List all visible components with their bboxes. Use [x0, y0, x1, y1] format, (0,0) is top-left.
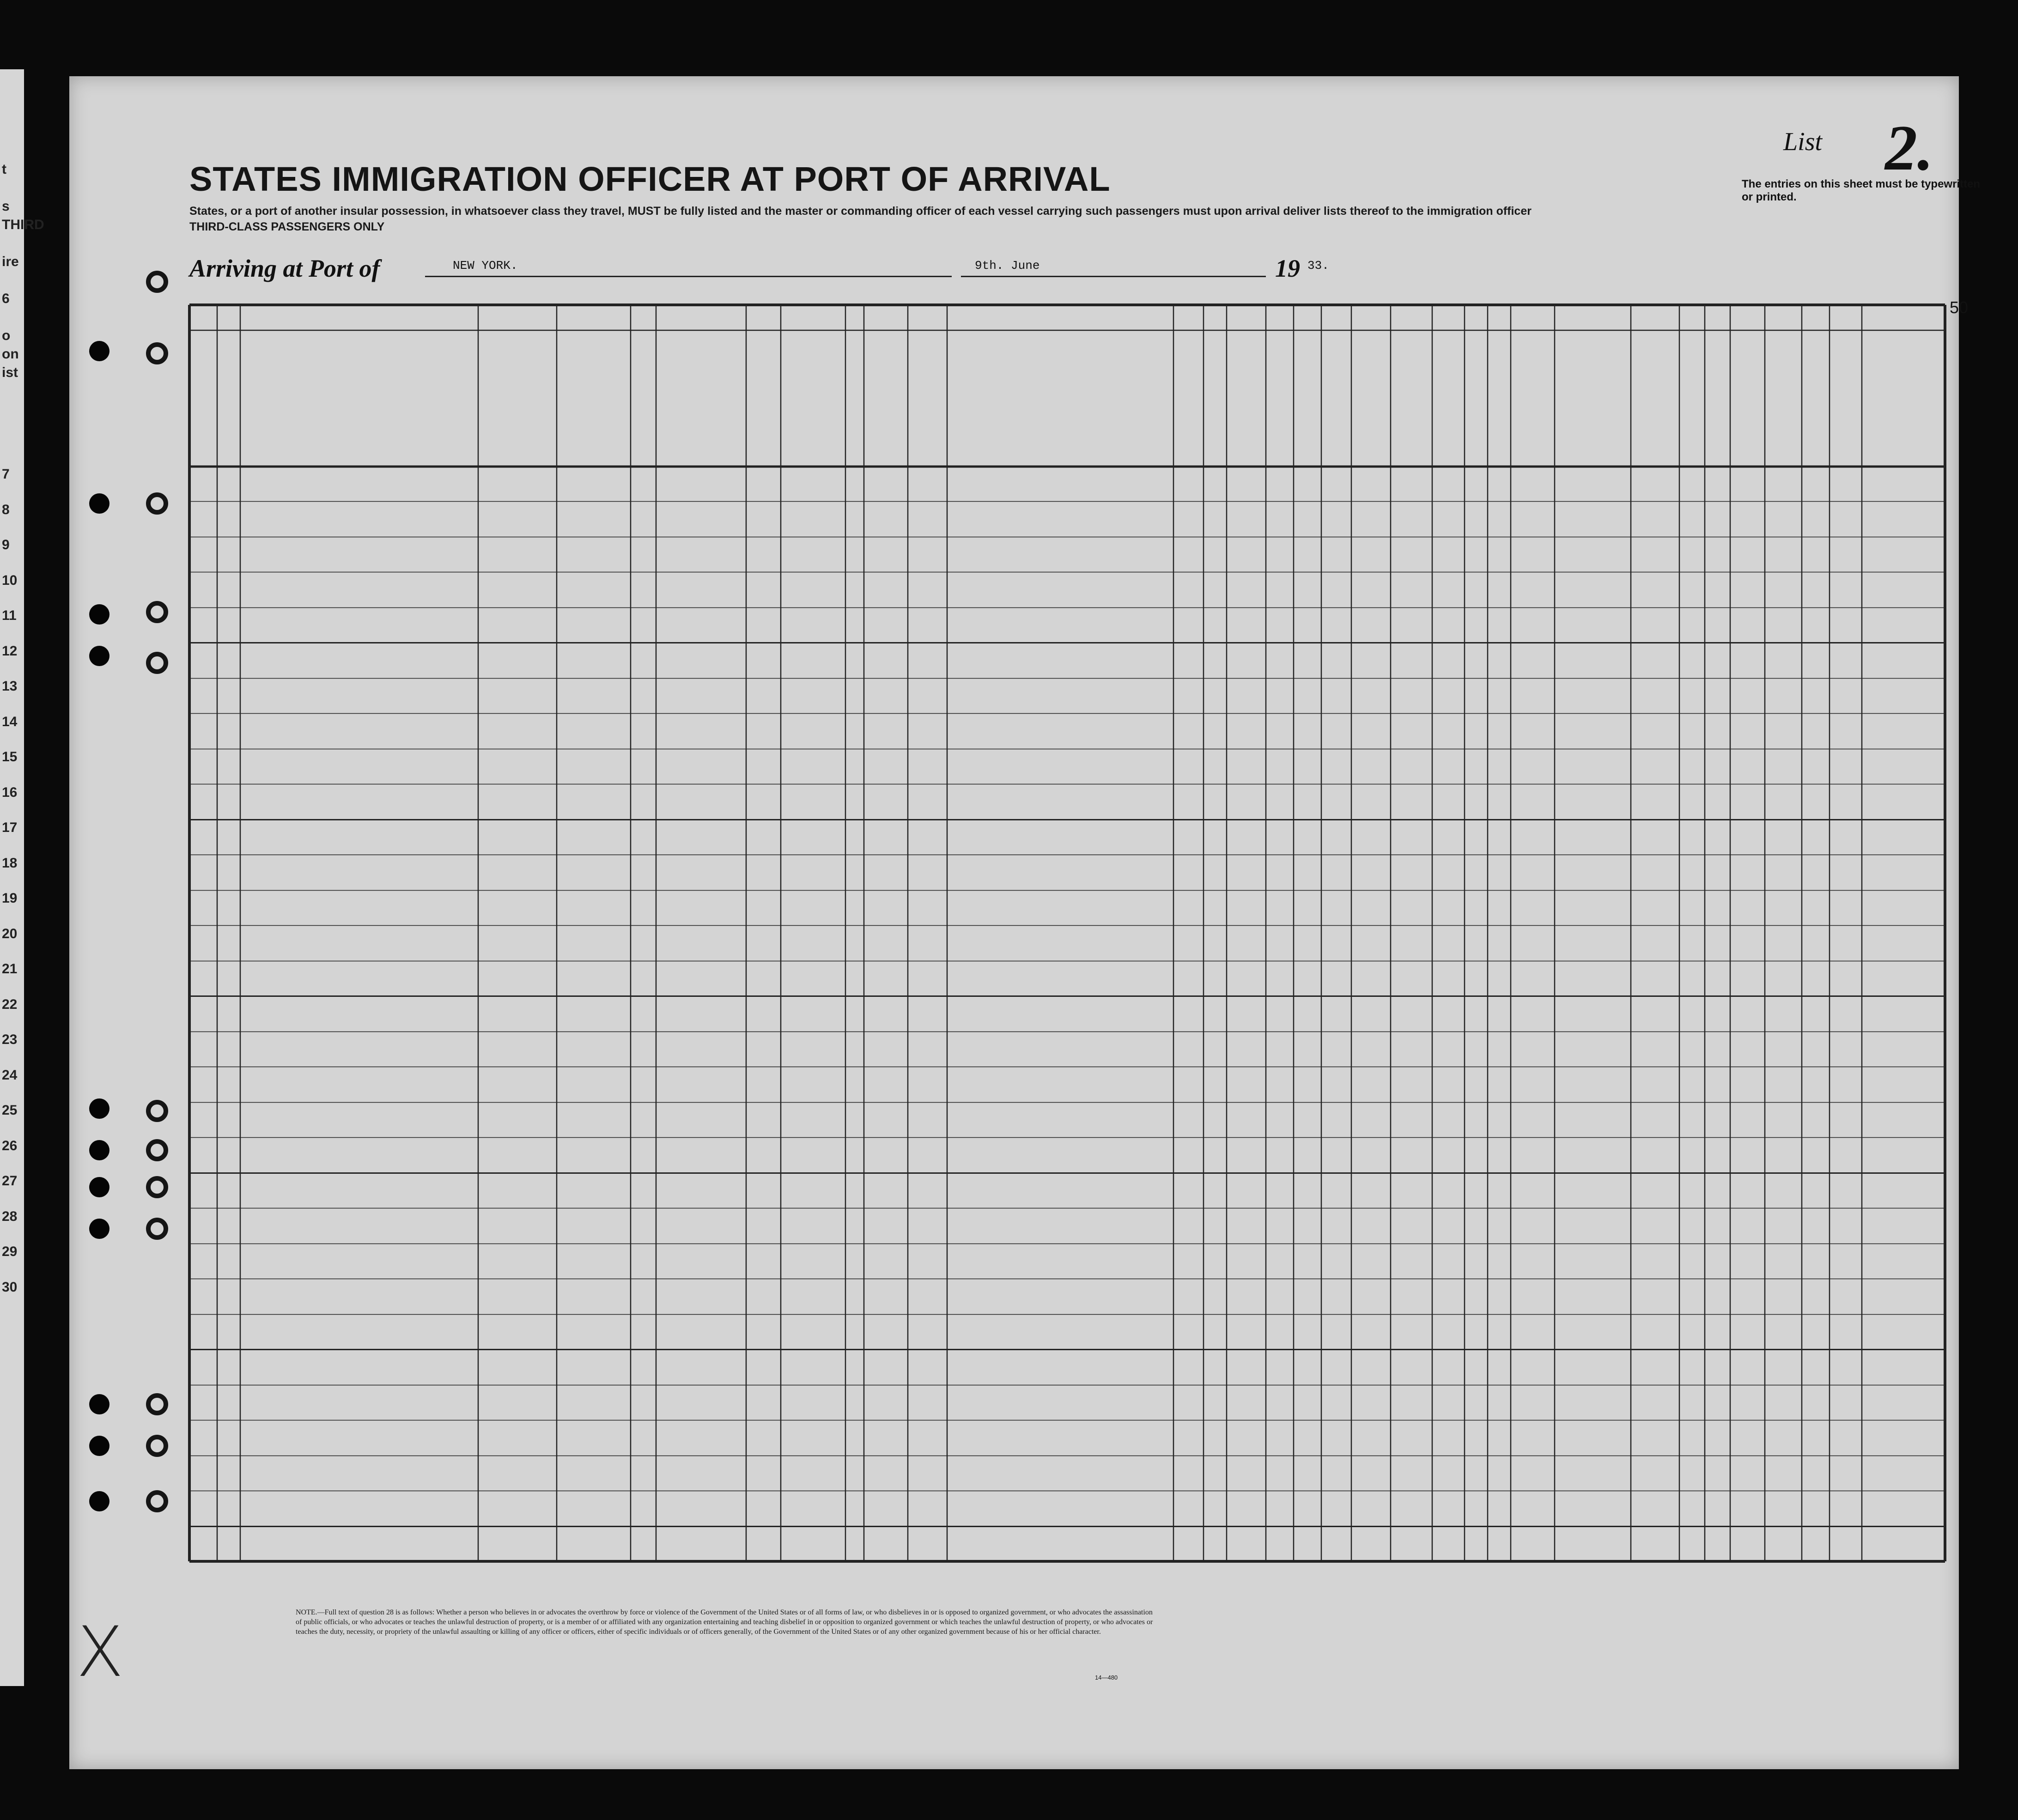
date-underline [961, 276, 1266, 277]
previous-page-fragment: 27 [2, 1173, 18, 1189]
previous-page-fragment: 14 [2, 714, 18, 729]
binder-hole [89, 1140, 109, 1160]
binder-ring [146, 1435, 168, 1457]
previous-page-fragment: 28 [2, 1208, 18, 1224]
previous-page-fragment: 6 [2, 291, 10, 306]
form-number: 14—480 [1095, 1674, 1118, 1681]
page-title: STATES IMMIGRATION OFFICER AT PORT OF ARRIVAL [189, 160, 1111, 198]
previous-page-fragment: 19 [2, 891, 18, 906]
port-underline [425, 276, 952, 277]
binder-hole [89, 1177, 109, 1197]
binder-ring [146, 1176, 168, 1198]
binder-hole [89, 1219, 109, 1239]
previous-page-fragment: 20 [2, 926, 18, 941]
previous-page-fragment: 29 [2, 1244, 18, 1259]
previous-page-fragment: 26 [2, 1138, 18, 1153]
binder-ring [146, 271, 168, 293]
previous-page-fragment: 7 [2, 467, 10, 482]
binder-hole [89, 1491, 109, 1511]
arriving-label: Arriving at Port of [189, 255, 380, 282]
year-suffix: 33. [1307, 259, 1329, 273]
previous-page-fragment: 11 [2, 608, 17, 623]
binder-ring [146, 1218, 168, 1240]
previous-page-fragment: on [2, 346, 19, 362]
page-number: 50 [1950, 298, 1969, 317]
previous-page-fragment: 15 [2, 749, 18, 764]
list-label: List [1783, 127, 1823, 156]
arrival-port: NEW YORK. [453, 259, 518, 273]
header-instructions: States, or a port of another insular possession, in whatsoever class they travel, MUST be fully listed and the master or commanding officer of each vessel carrying such passengers must upon arrival deliver lists thereof to the immigration officer [189, 205, 1532, 218]
binder-hole [89, 1394, 109, 1414]
binder-ring [146, 492, 168, 515]
binder-ring [146, 1490, 168, 1512]
previous-page-fragment: t [2, 162, 6, 177]
previous-page-fragment: 10 [2, 572, 18, 588]
previous-page-fragment: 12 [2, 643, 18, 659]
binder-ring [146, 342, 168, 364]
header-class: THIRD-CLASS PASSENGERS ONLY [189, 220, 385, 233]
manifest-sheet [69, 76, 1981, 1769]
binder-ring [146, 652, 168, 674]
footnote: NOTE.—Full text of question 28 is as follows: Whether a person who believes in or advocates the overthrow by force or violence of the Government of the United States or of all forms of law, or who disbelieves in or is opposed to organized government, or who advocates the assassination of public officials, or who advocates or teaches the unlawful destruction of property, or is a member of or affiliated with any organization entertaining and teaching disbelief in or opposition to organized government or which teaches the unlawful destruction of property, or who advocates or teaches the duty, necessity, or propriety of the unlawful assaulting or killing of any officer or officers, either of specific individuals or of officers generally, of the Government of the United States or of any other organized government because of his or her official character. [296, 1608, 1153, 1636]
previous-page-fragment: 16 [2, 784, 18, 800]
list-number: 2. [1885, 112, 1933, 184]
binder-hole [89, 1098, 109, 1119]
previous-page-fragment: 13 [2, 679, 18, 694]
entries-note: The entries on this sheet must be typewritten or printed. [1742, 178, 1981, 203]
previous-page-fragment: THIRD [2, 217, 44, 232]
margin-x-mark: X [76, 1612, 124, 1693]
previous-page-fragment: 25 [2, 1103, 18, 1118]
binder-hole [89, 604, 109, 625]
previous-page-fragment: s [2, 199, 10, 214]
previous-page-edge [0, 69, 44, 1686]
previous-page-fragment: 23 [2, 1032, 18, 1047]
previous-page-fragment: 30 [2, 1279, 18, 1295]
previous-page-fragment: 22 [2, 996, 18, 1012]
previous-page-fragment: ire [2, 254, 19, 269]
binder-ring [146, 601, 168, 623]
previous-page-fragment: 24 [2, 1067, 18, 1083]
binder-ring [146, 1393, 168, 1415]
previous-page-fragment: o [2, 328, 11, 343]
binder-hole [89, 646, 109, 666]
previous-page-fragment: 21 [2, 961, 18, 977]
previous-page-fragment: 18 [2, 855, 18, 871]
previous-page-fragment: 9 [2, 537, 10, 552]
previous-page-fragment: 8 [2, 502, 10, 517]
binder-ring [146, 1139, 168, 1161]
binder-ring [146, 1100, 168, 1122]
previous-page-fragment: ist [2, 365, 18, 380]
previous-page-fragment: 17 [2, 820, 18, 835]
binder-hole [89, 1436, 109, 1456]
year-prefix: 19 [1275, 255, 1300, 282]
binder-hole [89, 493, 109, 514]
binder-hole [89, 341, 109, 361]
arrival-date: 9th. June [975, 259, 1040, 273]
